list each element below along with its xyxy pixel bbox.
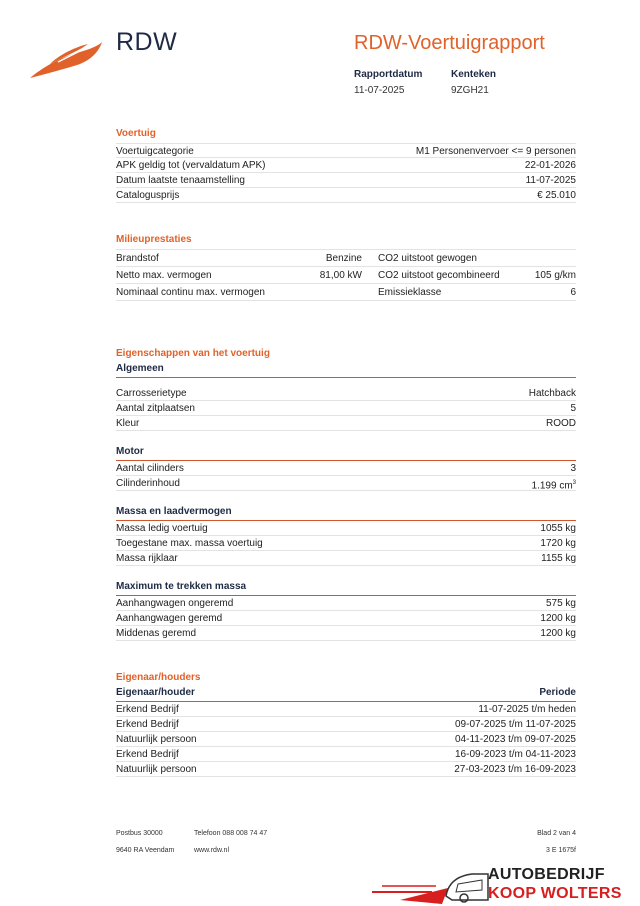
cilinderinhoud-value: 1.199 cm	[531, 480, 573, 492]
section-milieuprestaties	[116, 234, 576, 301]
row-value: Hatchback	[528, 388, 576, 399]
table-row	[116, 611, 576, 626]
owner-cell: Erkend Bedrijf	[116, 719, 179, 730]
row-label: Middenas geremd	[116, 628, 197, 639]
cell-value: 6	[527, 284, 576, 301]
superscript: 3	[572, 480, 576, 486]
period-cell: 27-03-2023 t/m 16-09-2023	[454, 764, 576, 775]
cell-value	[284, 284, 362, 301]
col-period: Periode	[539, 687, 576, 698]
section-title: Eigenschappen van het voertuig	[116, 348, 270, 359]
row-label: Aantal cilinders	[116, 463, 184, 474]
table-row	[116, 401, 576, 416]
table-row	[116, 416, 576, 431]
table-row	[116, 596, 576, 611]
period-cell: 11-07-2025 t/m heden	[478, 704, 576, 715]
section-title: Eigenaar/houders	[116, 672, 201, 683]
table-row	[116, 386, 576, 401]
row-value: 575 kg	[545, 598, 576, 609]
row-value: 5	[570, 403, 576, 414]
table-row	[116, 521, 576, 536]
dealer-car-icon	[372, 870, 490, 904]
cell-value: 81,00 kW	[284, 267, 362, 284]
period-cell: 16-09-2023 t/m 04-11-2023	[454, 749, 576, 760]
row-value: ROOD	[546, 418, 576, 429]
footer-adres: 9640 RA Veendam	[116, 847, 175, 854]
dealer-line2: KOOP WOLTERS	[488, 885, 622, 902]
kenteken-value: 9ZGH21	[451, 85, 489, 96]
cell-label: CO2 uitstoot gewogen	[362, 250, 527, 267]
owner-cell: Erkend Bedrijf	[116, 704, 179, 715]
section-title: Milieuprestaties	[116, 234, 192, 245]
row-label: Cilinderinhoud	[116, 478, 180, 489]
subsection-title: Maximum te trekken massa	[116, 581, 576, 596]
row-label: Aanhangwagen geremd	[116, 613, 223, 624]
row-label: APK geldig tot (vervaldatum APK)	[116, 160, 266, 171]
footer-blad: Blad 2 van 4	[537, 830, 576, 837]
row-label: Massa ledig voertuig	[116, 523, 208, 534]
owner-cell: Natuurlijk persoon	[116, 764, 197, 775]
col-owner: Eigenaar/houder	[116, 687, 195, 698]
table-row	[116, 762, 576, 777]
table-row	[116, 551, 576, 566]
cell-label: Emissieklasse	[362, 284, 527, 301]
cell-value: 105 g/km	[527, 267, 576, 284]
table-row	[116, 476, 576, 491]
row-value: 1055 kg	[540, 523, 576, 534]
table-row	[116, 173, 576, 188]
section-title: Voertuig	[116, 128, 156, 139]
rdw-logo-icon	[28, 38, 104, 80]
kenteken-label: Kenteken	[451, 69, 497, 80]
row-value: 11-07-2025	[525, 175, 576, 186]
subsection-title: Algemeen	[116, 363, 576, 378]
footer-postbus: Postbus 30000	[116, 830, 163, 837]
report-title: RDW-Voertuigrapport	[354, 32, 545, 54]
rapportdatum-label: Rapportdatum	[354, 69, 423, 80]
period-cell: 09-07-2025 t/m 11-07-2025	[454, 719, 576, 730]
rapportdatum-value: 11-07-2025	[354, 85, 405, 96]
table-row	[116, 717, 576, 732]
subsection-title: Motor	[116, 446, 576, 461]
table-row	[116, 702, 576, 717]
section-voertuig	[116, 128, 576, 203]
cell-value	[527, 250, 576, 267]
table-row	[116, 747, 576, 762]
row-value: 22-01-2026	[524, 160, 576, 171]
row-value: 1155 kg	[541, 553, 576, 564]
row-label: Catalogusprijs	[116, 190, 180, 201]
table-row	[116, 158, 576, 173]
subsection-title: Massa en laadvermogen	[116, 506, 576, 521]
section-eigenschappen	[116, 348, 576, 641]
row-value	[532, 476, 576, 490]
owner-table-header	[116, 687, 576, 702]
brand-name: RDW	[116, 28, 178, 56]
owner-cell: Erkend Bedrijf	[116, 749, 179, 760]
cell-value: Benzine	[284, 250, 362, 267]
table-row	[116, 536, 576, 551]
row-label: Aanhangwagen ongeremd	[116, 598, 234, 609]
row-label: Toegestane max. massa voertuig	[116, 538, 263, 549]
table-row	[116, 626, 576, 641]
row-label: Datum laatste tenaamstelling	[116, 175, 245, 186]
footer-code: 3 E 1675f	[546, 847, 576, 854]
row-label: Kleur	[116, 418, 140, 429]
row-label: Aantal zitplaatsen	[116, 403, 195, 414]
footer-website[interactable]: www.rdw.nl	[194, 847, 230, 854]
row-value: 3	[570, 463, 576, 474]
cell-label: CO2 uitstoot gecombineerd	[362, 267, 527, 284]
row-label: Voertuigcategorie	[116, 146, 194, 157]
cell-label: Netto max. vermogen	[116, 267, 284, 284]
row-value: 1200 kg	[540, 628, 576, 639]
table-row	[116, 143, 576, 158]
section-eigenaar	[116, 672, 576, 777]
table-row	[116, 732, 576, 747]
dealer-logo	[372, 866, 640, 906]
footer-telefoon: Telefoon 088 008 74 47	[194, 830, 268, 837]
owner-cell: Natuurlijk persoon	[116, 734, 197, 745]
row-value: € 25.010	[537, 190, 576, 201]
cell-label: Nominaal continu max. vermogen	[116, 284, 284, 301]
milieu-table	[116, 249, 576, 301]
table-row	[116, 461, 576, 476]
row-value: M1 Personenvervoer <= 9 personen	[415, 146, 576, 157]
period-cell: 04-11-2023 t/m 09-07-2025	[454, 734, 576, 745]
table-row	[116, 188, 576, 203]
row-value: 1720 kg	[540, 538, 576, 549]
row-value: 1200 kg	[540, 613, 576, 624]
cell-label: Brandstof	[116, 250, 284, 267]
row-label: Carrosserietype	[116, 388, 187, 399]
row-label: Massa rijklaar	[116, 553, 178, 564]
dealer-line1: AUTOBEDRIJF	[488, 866, 605, 883]
